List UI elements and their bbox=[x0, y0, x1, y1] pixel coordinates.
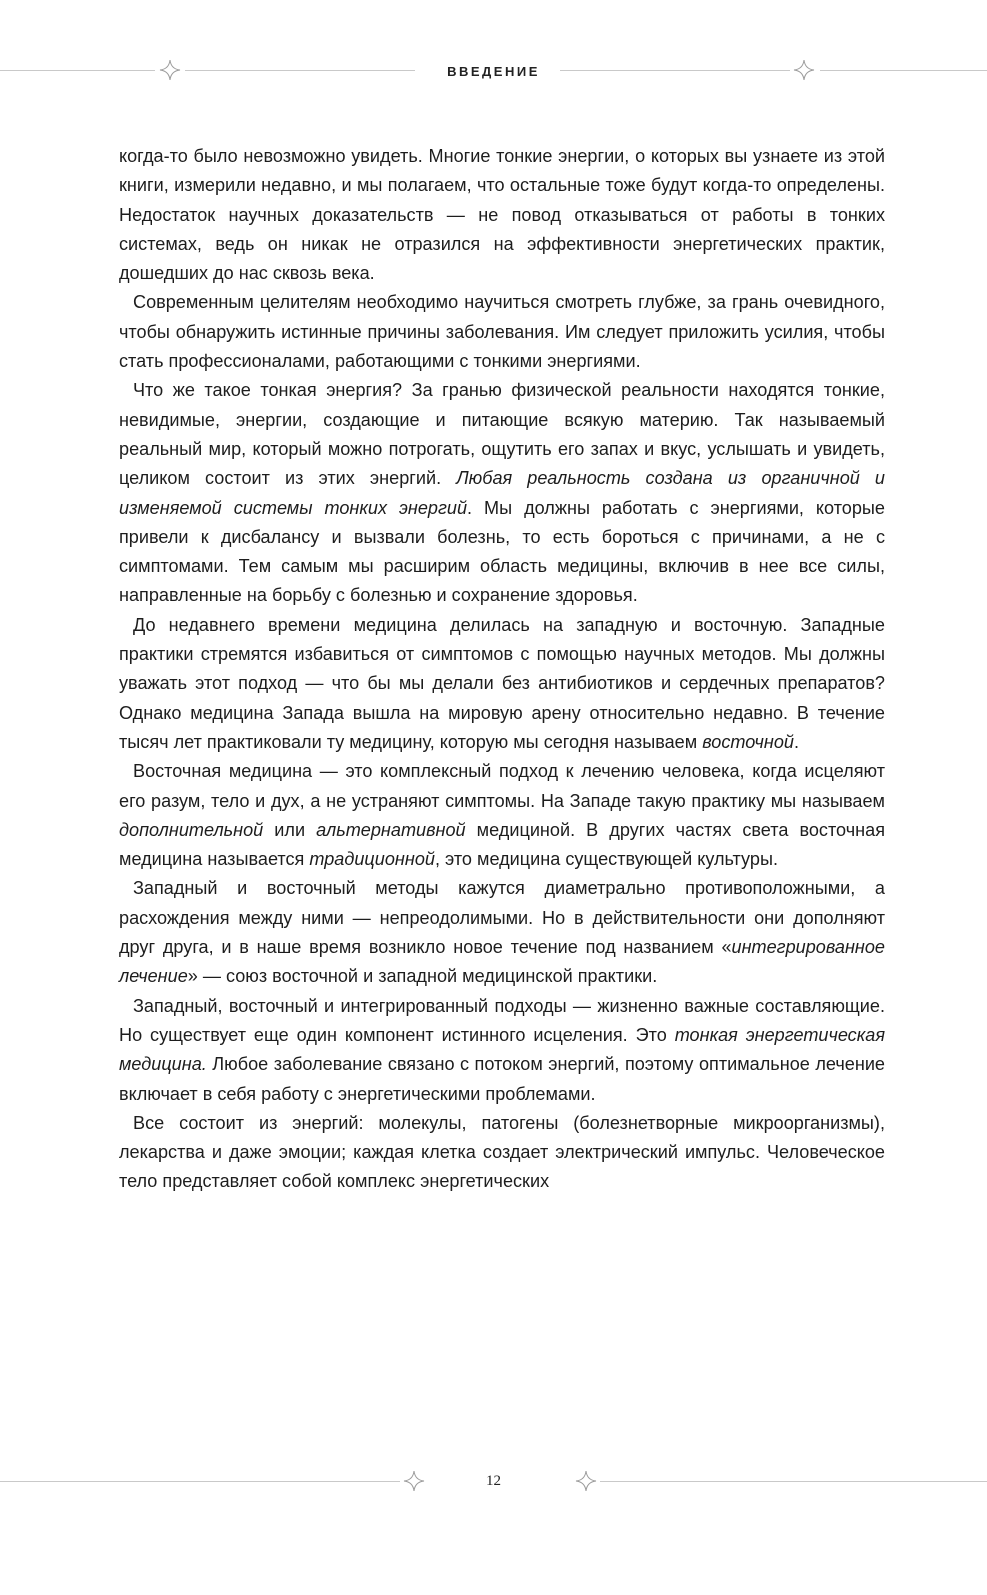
paragraph bbox=[119, 288, 885, 376]
text-run: » — союз восточной и западной медицинской практики. bbox=[187, 966, 658, 987]
italic-phrase: традиционной bbox=[309, 849, 435, 870]
sparkle-ornament-icon bbox=[574, 1469, 598, 1493]
text-run: , это медицина существующей культуры. bbox=[434, 849, 778, 870]
text-run: . bbox=[793, 731, 799, 752]
paragraph bbox=[119, 376, 885, 610]
text-run: когда-то было невозможно увидеть. Многие тонкие энергии, о которых вы узнаете из этой книги, измерили недавно, и мы полагаем, что остальные тоже будут когда-то определены. Недостаток научных доказательств — не повод отказываться от работы в тонких системах, ведь он никак не отразился на эффективности энергетических практик, дошедших до нас сквозь века. bbox=[119, 146, 885, 284]
paragraph bbox=[119, 611, 885, 757]
body-text bbox=[119, 142, 885, 1197]
italic-phrase: дополнительной bbox=[119, 819, 264, 840]
text-run: Западный и восточный методы кажутся диаметрально противоположными, а расхождения между ними — непреодолимыми. Но в действительности они дополняют друг друга, и в наше время возникло новое течение под названием « bbox=[119, 878, 885, 958]
paragraph bbox=[119, 757, 885, 874]
text-run: До недавнего времени медицина делилась на западную и восточную. Западные практики стремятся избавиться от симптомов с помощью научных методов. Мы должны уважать этот подход — что бы мы делали без антибиотиков и сердечных препаратов? Однако медицина Запада вышла на мировую арену относительно недавно. В течение тысяч лет практиковали ту медицину, которую мы сегодня называем bbox=[119, 614, 885, 752]
text-run: Восточная медицина — это комплексный подход к лечению человека, когда исцеляют его разум, тело и дух, а не устраняют симптомы. На Западе такую практику мы называем bbox=[119, 761, 885, 811]
text-run: Что же такое тонкая энергия? За гранью физической реальности находятся тонкие, невидимые, энергии, создающие и питающие всякую материю. Так называемый реальный мир, который можно потрогать, ощутить его запах и вкус, услышать и увидеть, целиком состоит из этих энергий. bbox=[119, 380, 885, 489]
paragraph bbox=[119, 874, 885, 991]
paragraph bbox=[119, 142, 885, 288]
text-run: Все состоит из энергий: молекулы, патогены (болезнетворные микроорганизмы), лекарства и даже эмоции; каждая клетка создает электрический импульс. Человеческое тело представляет собой комплекс энергетических bbox=[119, 1112, 885, 1192]
paragraph bbox=[119, 992, 885, 1109]
page-number: 12 bbox=[486, 1473, 501, 1489]
sparkle-ornament-icon bbox=[792, 58, 816, 82]
text-run: Современным целителям необходимо научиться смотреть глубже, за грань очевидного, чтобы обнаружить истинные причины заболевания. Им следует приложить усилия, чтобы стать профессионалами, работающими с тонкими энергиями. bbox=[119, 292, 885, 372]
italic-phrase: тонкая энергетическая медицина. bbox=[119, 1024, 885, 1075]
running-header-title: ВВЕДЕНИЕ bbox=[447, 64, 540, 79]
header-rule-right bbox=[820, 70, 987, 71]
header-rule-middle-right bbox=[560, 70, 790, 71]
text-run: . Мы должны работать с энергиями, которые привели к дисбалансу и вызвали болезнь, то есть бороться с причинами, а не с симптомами. Тем самым мы расширим область медицины, включив в нее все силы, направленные на борьбу с болезнью и сохранение здоровья. bbox=[119, 497, 885, 606]
text-run: или bbox=[263, 819, 317, 840]
paragraph bbox=[119, 1109, 885, 1197]
italic-phrase: Любая реальность создана из органичной и изменяемой системы тонких энергий bbox=[119, 468, 885, 518]
text-run: Любое заболевание связано с потоком энергий, поэтому оптимальное лечение включает в себя работу с энергетическими проблемами. bbox=[119, 1054, 885, 1104]
italic-phrase: альтернативной bbox=[316, 819, 466, 840]
text-run: медициной. В других частях света восточная медицина называется bbox=[119, 819, 885, 870]
footer-rule-right bbox=[600, 1481, 987, 1482]
text-run: Западный, восточный и интегрированный подходы — жизненно важные составляющие. Но существует еще один компонент истинного исцеления. Это bbox=[119, 995, 885, 1045]
italic-phrase: восточной bbox=[702, 731, 794, 752]
italic-phrase: интегрированное лечение bbox=[119, 937, 885, 987]
